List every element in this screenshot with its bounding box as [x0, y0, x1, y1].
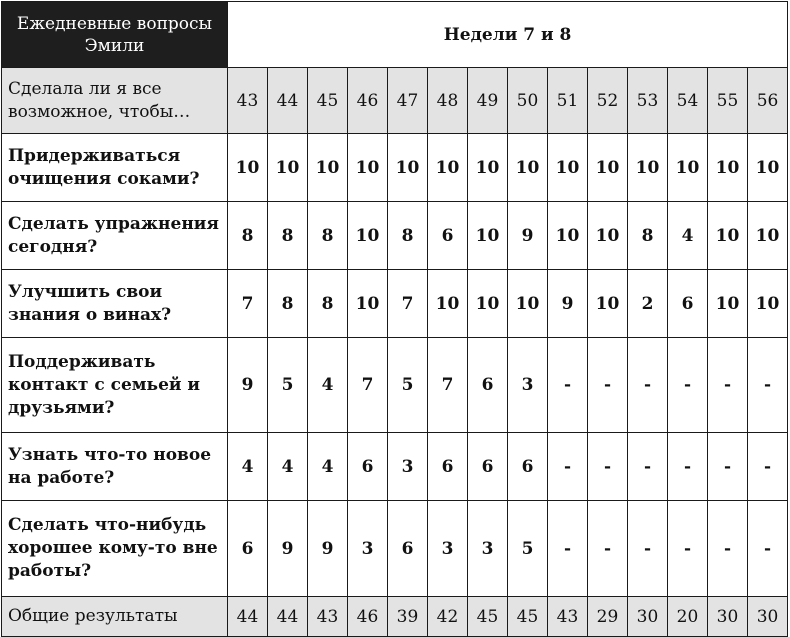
score-cell: 3: [348, 501, 388, 597]
day-number: 46: [348, 68, 388, 134]
day-number: 52: [588, 68, 628, 134]
weeks-label: Недели 7 и 8: [228, 2, 788, 68]
title-row: [2, 2, 788, 68]
table-row: [2, 338, 788, 433]
score-cell: -: [668, 433, 708, 501]
score-cell: -: [748, 433, 788, 501]
score-cell: 10: [348, 134, 388, 202]
score-cell: 6: [428, 433, 468, 501]
score-cell: 10: [748, 202, 788, 270]
score-cell: 10: [748, 134, 788, 202]
total-cell: 30: [628, 597, 668, 637]
score-cell: 10: [508, 270, 548, 338]
score-cell: 10: [588, 134, 628, 202]
score-cell: 10: [348, 270, 388, 338]
total-cell: 30: [708, 597, 748, 637]
day-number: 55: [708, 68, 748, 134]
score-cell: 4: [308, 433, 348, 501]
score-cell: -: [708, 433, 748, 501]
day-number: 54: [668, 68, 708, 134]
day-number: 49: [468, 68, 508, 134]
day-number: 51: [548, 68, 588, 134]
day-number: 45: [308, 68, 348, 134]
question-label: Улучшить свои знания о винах?: [2, 270, 228, 338]
score-cell: 3: [388, 433, 428, 501]
total-cell: 42: [428, 597, 468, 637]
total-cell: 44: [268, 597, 308, 637]
score-cell: -: [548, 338, 588, 433]
score-cell: -: [628, 338, 668, 433]
score-cell: 10: [708, 270, 748, 338]
score-cell: 6: [468, 433, 508, 501]
question-label: Сделать что-нибудь хорошее кому-то вне работы?: [2, 501, 228, 597]
day-number: 47: [388, 68, 428, 134]
score-cell: 7: [428, 338, 468, 433]
score-cell: 10: [268, 134, 308, 202]
score-cell: 10: [708, 202, 748, 270]
question-label: Узнать что-то новое на работе?: [2, 433, 228, 501]
total-cell: 30: [748, 597, 788, 637]
score-cell: 10: [588, 270, 628, 338]
score-cell: 10: [668, 134, 708, 202]
score-cell: -: [588, 433, 628, 501]
score-cell: -: [548, 501, 588, 597]
score-cell: 10: [228, 134, 268, 202]
day-header-row: [2, 68, 788, 134]
score-cell: 6: [228, 501, 268, 597]
score-cell: 10: [628, 134, 668, 202]
score-cell: 6: [668, 270, 708, 338]
score-cell: 8: [628, 202, 668, 270]
total-cell: 29: [588, 597, 628, 637]
score-cell: 10: [468, 202, 508, 270]
score-cell: 10: [548, 134, 588, 202]
score-cell: 5: [268, 338, 308, 433]
totals-row: [2, 597, 788, 637]
question-header: Сделала ли я все возможное, чтобы…: [2, 68, 228, 134]
score-cell: 3: [508, 338, 548, 433]
score-cell: 10: [468, 134, 508, 202]
score-cell: 10: [388, 134, 428, 202]
day-number: 43: [228, 68, 268, 134]
total-cell: 45: [468, 597, 508, 637]
table-row: [2, 501, 788, 597]
score-cell: 5: [508, 501, 548, 597]
score-cell: 6: [388, 501, 428, 597]
table-row: [2, 270, 788, 338]
score-cell: 4: [268, 433, 308, 501]
question-label: Придерживаться очищения соками?: [2, 134, 228, 202]
score-cell: 6: [508, 433, 548, 501]
score-cell: 10: [508, 134, 548, 202]
day-number: 53: [628, 68, 668, 134]
score-cell: 7: [388, 270, 428, 338]
total-cell: 39: [388, 597, 428, 637]
total-cell: 44: [228, 597, 268, 637]
score-cell: 10: [748, 270, 788, 338]
score-cell: -: [628, 501, 668, 597]
score-cell: 10: [588, 202, 628, 270]
total-cell: 46: [348, 597, 388, 637]
score-cell: 7: [228, 270, 268, 338]
total-cell: 43: [308, 597, 348, 637]
score-cell: 10: [428, 134, 468, 202]
score-cell: 8: [308, 270, 348, 338]
score-cell: -: [588, 338, 628, 433]
score-cell: 9: [228, 338, 268, 433]
score-cell: -: [708, 501, 748, 597]
total-cell: 20: [668, 597, 708, 637]
table-title: Ежедневные вопросы Эмили: [2, 2, 228, 68]
score-cell: -: [668, 501, 708, 597]
score-cell: 8: [268, 270, 308, 338]
score-cell: 4: [308, 338, 348, 433]
score-cell: 6: [428, 202, 468, 270]
question-label: Поддерживать контакт с семьей и друзьями?: [2, 338, 228, 433]
score-cell: 10: [708, 134, 748, 202]
table-row: [2, 202, 788, 270]
score-cell: 5: [388, 338, 428, 433]
score-cell: 3: [468, 501, 508, 597]
score-cell: 4: [668, 202, 708, 270]
table-row: [2, 134, 788, 202]
day-number: 48: [428, 68, 468, 134]
total-cell: 45: [508, 597, 548, 637]
score-cell: -: [748, 338, 788, 433]
score-cell: 9: [308, 501, 348, 597]
score-cell: 6: [468, 338, 508, 433]
score-cell: 9: [548, 270, 588, 338]
score-cell: 8: [388, 202, 428, 270]
day-number: 44: [268, 68, 308, 134]
day-number: 56: [748, 68, 788, 134]
score-cell: 2: [628, 270, 668, 338]
totals-label: Общие результаты: [2, 597, 228, 637]
score-cell: -: [548, 433, 588, 501]
score-cell: 9: [508, 202, 548, 270]
score-cell: 8: [268, 202, 308, 270]
score-cell: 10: [468, 270, 508, 338]
score-cell: -: [588, 501, 628, 597]
score-cell: 10: [548, 202, 588, 270]
score-cell: 9: [268, 501, 308, 597]
score-cell: 10: [348, 202, 388, 270]
score-cell: 8: [228, 202, 268, 270]
score-cell: 10: [308, 134, 348, 202]
score-cell: 4: [228, 433, 268, 501]
daily-questions-table: [1, 1, 788, 637]
score-cell: 6: [348, 433, 388, 501]
score-cell: -: [708, 338, 748, 433]
score-cell: -: [628, 433, 668, 501]
score-cell: -: [748, 501, 788, 597]
total-cell: 43: [548, 597, 588, 637]
day-number: 50: [508, 68, 548, 134]
score-cell: -: [668, 338, 708, 433]
score-cell: 10: [428, 270, 468, 338]
score-cell: 8: [308, 202, 348, 270]
table-row: [2, 433, 788, 501]
score-cell: 3: [428, 501, 468, 597]
question-label: Сделать упражнения сегодня?: [2, 202, 228, 270]
score-cell: 7: [348, 338, 388, 433]
